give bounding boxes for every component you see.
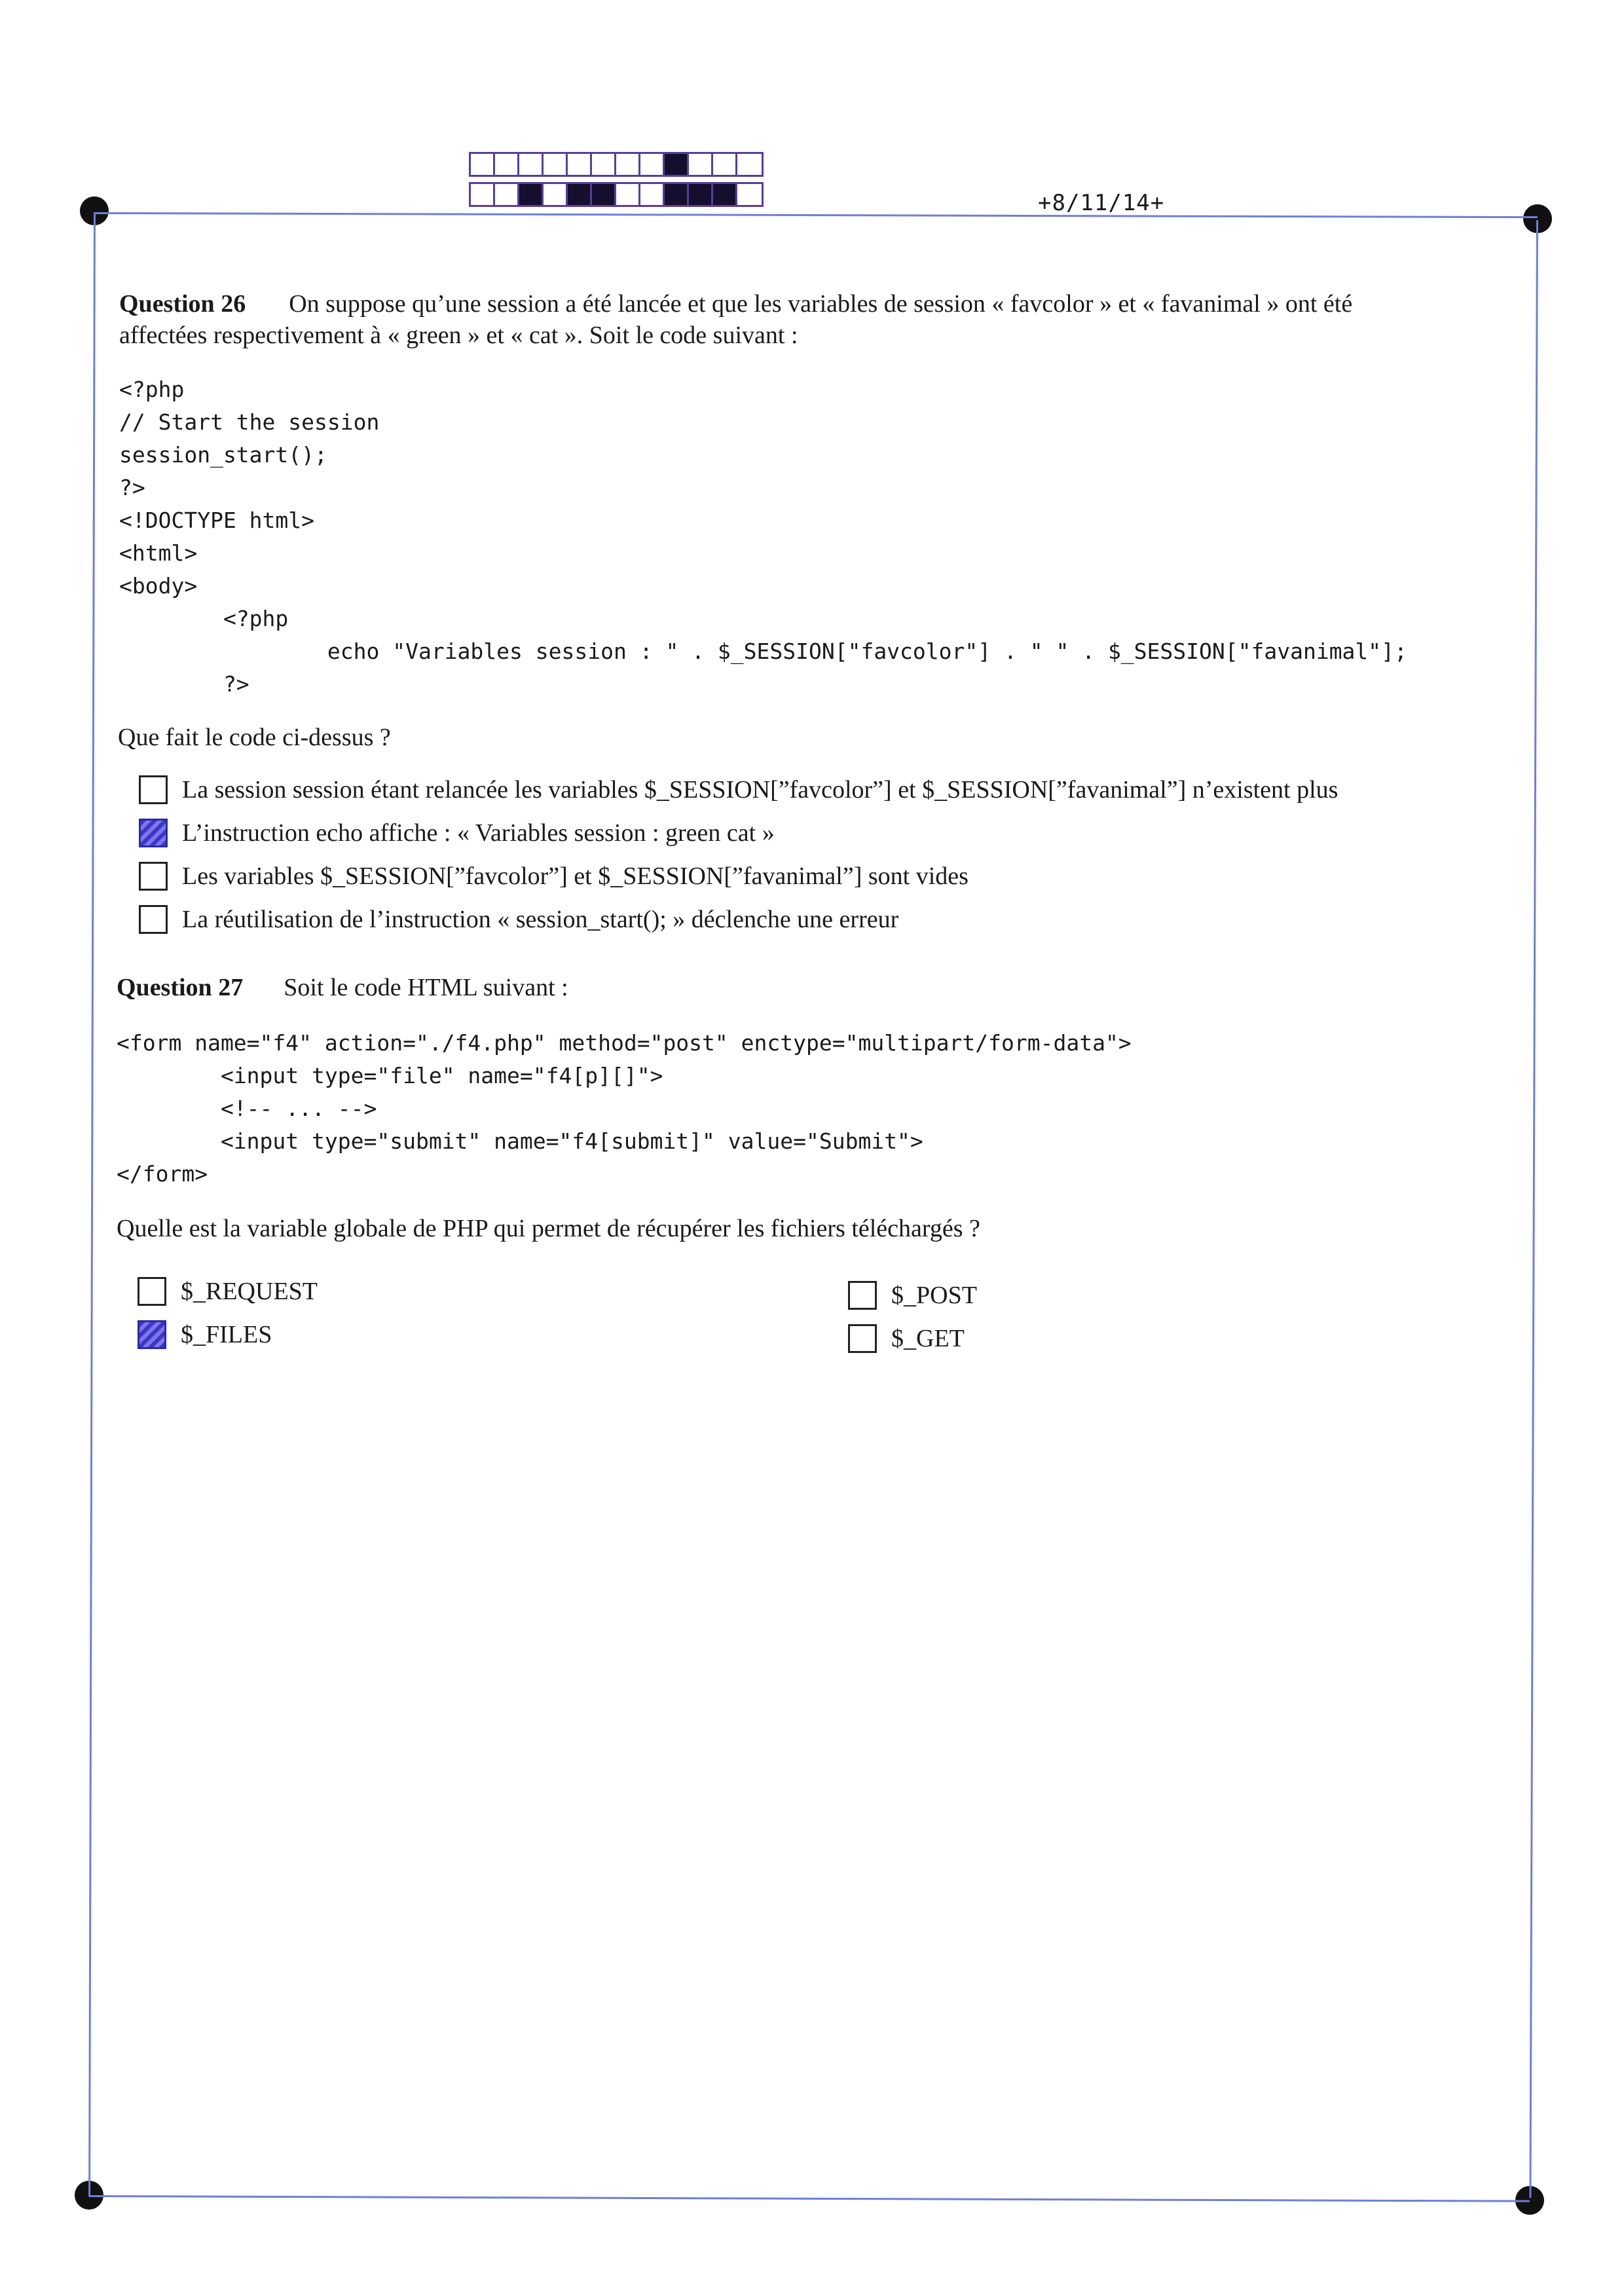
q27-option-get-label: $_GET <box>891 1325 965 1352</box>
barcode-cell <box>737 154 762 175</box>
barcode-cell <box>640 184 665 205</box>
barcode-cell <box>640 154 665 175</box>
frame-top <box>94 212 1538 218</box>
q26-option-3[interactable] <box>139 862 969 891</box>
q26-option-2-checkbox[interactable] <box>139 819 168 847</box>
barcode-cell <box>544 184 568 205</box>
q26-option-4[interactable] <box>139 905 898 934</box>
barcode-cell <box>689 154 713 175</box>
frame-bottom <box>89 2195 1530 2202</box>
question-26-text-line1: On suppose qu’une session a été lancée et que les variables de session « favcolor » et « favanimal » ont été <box>289 290 1353 318</box>
q26-option-3-checkbox[interactable] <box>139 862 168 891</box>
question-26-text-line2: affectées respectivement à « green » et « cat ». Soit le code suivant : <box>119 322 798 349</box>
barcode-cell <box>713 184 737 205</box>
q27-option-get[interactable] <box>848 1324 965 1353</box>
q26-option-4-label: La réutilisation de l’instruction « session_start(); » déclenche une erreur <box>182 906 899 933</box>
barcode-cell <box>737 184 762 205</box>
q27-option-request-label: $_REQUEST <box>181 1278 318 1305</box>
exam-id: +8/11/14+ <box>1038 190 1165 216</box>
q27-option-files-checkbox[interactable] <box>138 1320 166 1349</box>
question-27-label: Question 27 <box>117 974 244 1001</box>
barcode-cell <box>592 184 616 205</box>
question-26-code: <?php // Start the session session_start(); ?> <!DOCTYPE html> <html> <body> <?php echo "Variables session : " . $_SESSION["favcolor"] . " " . $_SESSION["favanimal"]; ?> <box>119 377 1407 697</box>
q27-option-get-checkbox[interactable] <box>848 1324 877 1353</box>
barcode-row-bottom <box>469 182 764 207</box>
q27-option-request-checkbox[interactable] <box>138 1277 166 1306</box>
q26-option-1-label: La session session étant relancée les variables $_SESSION[”favcolor”] et $_SESSION[”favanimal”] n’existent plus <box>182 776 1338 804</box>
barcode-cell <box>568 154 592 175</box>
barcode-cell <box>665 154 689 175</box>
q26-option-4-checkbox[interactable] <box>139 905 168 934</box>
question-26-prompt: Que fait le code ci-dessus ? <box>118 724 391 751</box>
question-26-statement <box>119 288 1527 351</box>
question-27-prompt: Quelle est la variable globale de PHP qui permet de récupérer les fichiers téléchargés ? <box>117 1215 980 1242</box>
question-27-statement <box>117 972 568 1003</box>
barcode-cell <box>495 184 519 205</box>
barcode-cell <box>665 184 689 205</box>
frame-left <box>88 212 96 2196</box>
barcode-cell <box>544 154 568 175</box>
barcode-cell <box>616 184 640 205</box>
barcode-cell <box>471 184 495 205</box>
question-26-label: Question 26 <box>119 290 246 318</box>
q26-option-2-label: L’instruction echo affiche : « Variables session : green cat » <box>182 819 775 847</box>
barcode-row-top <box>469 152 764 177</box>
question-27-code: <form name="f4" action="./f4.php" method="post" enctype="multipart/form-data"> <input type="file" name="f4[p][]"> <!-- ... --> <input type="submit" name="f4[submit]" value="Submit"> </form> <box>117 1030 1132 1187</box>
q26-option-2[interactable] <box>139 819 775 847</box>
barcode-cell <box>592 154 616 175</box>
q27-option-files[interactable] <box>138 1320 272 1349</box>
q26-option-1[interactable] <box>139 775 1338 804</box>
q26-option-1-checkbox[interactable] <box>139 775 168 804</box>
question-27-text: Soit le code HTML suivant : <box>284 974 568 1001</box>
q27-option-files-label: $_FILES <box>181 1321 272 1348</box>
barcode-cell <box>519 184 544 205</box>
q27-option-post-label: $_POST <box>891 1282 977 1309</box>
barcode-cell <box>519 154 544 175</box>
q27-option-post-checkbox[interactable] <box>848 1281 877 1310</box>
barcode-cell <box>689 184 713 205</box>
barcode-cell <box>471 154 495 175</box>
q27-option-post[interactable] <box>848 1281 977 1310</box>
q26-option-3-label: Les variables $_SESSION[”favcolor”] et $_SESSION[”favanimal”] sont vides <box>182 862 969 890</box>
barcode-cell <box>616 154 640 175</box>
barcode-cell <box>713 154 737 175</box>
frame-right <box>1529 220 1538 2198</box>
q27-option-request[interactable] <box>138 1277 318 1306</box>
barcode-cell <box>495 154 519 175</box>
barcode-cell <box>568 184 592 205</box>
